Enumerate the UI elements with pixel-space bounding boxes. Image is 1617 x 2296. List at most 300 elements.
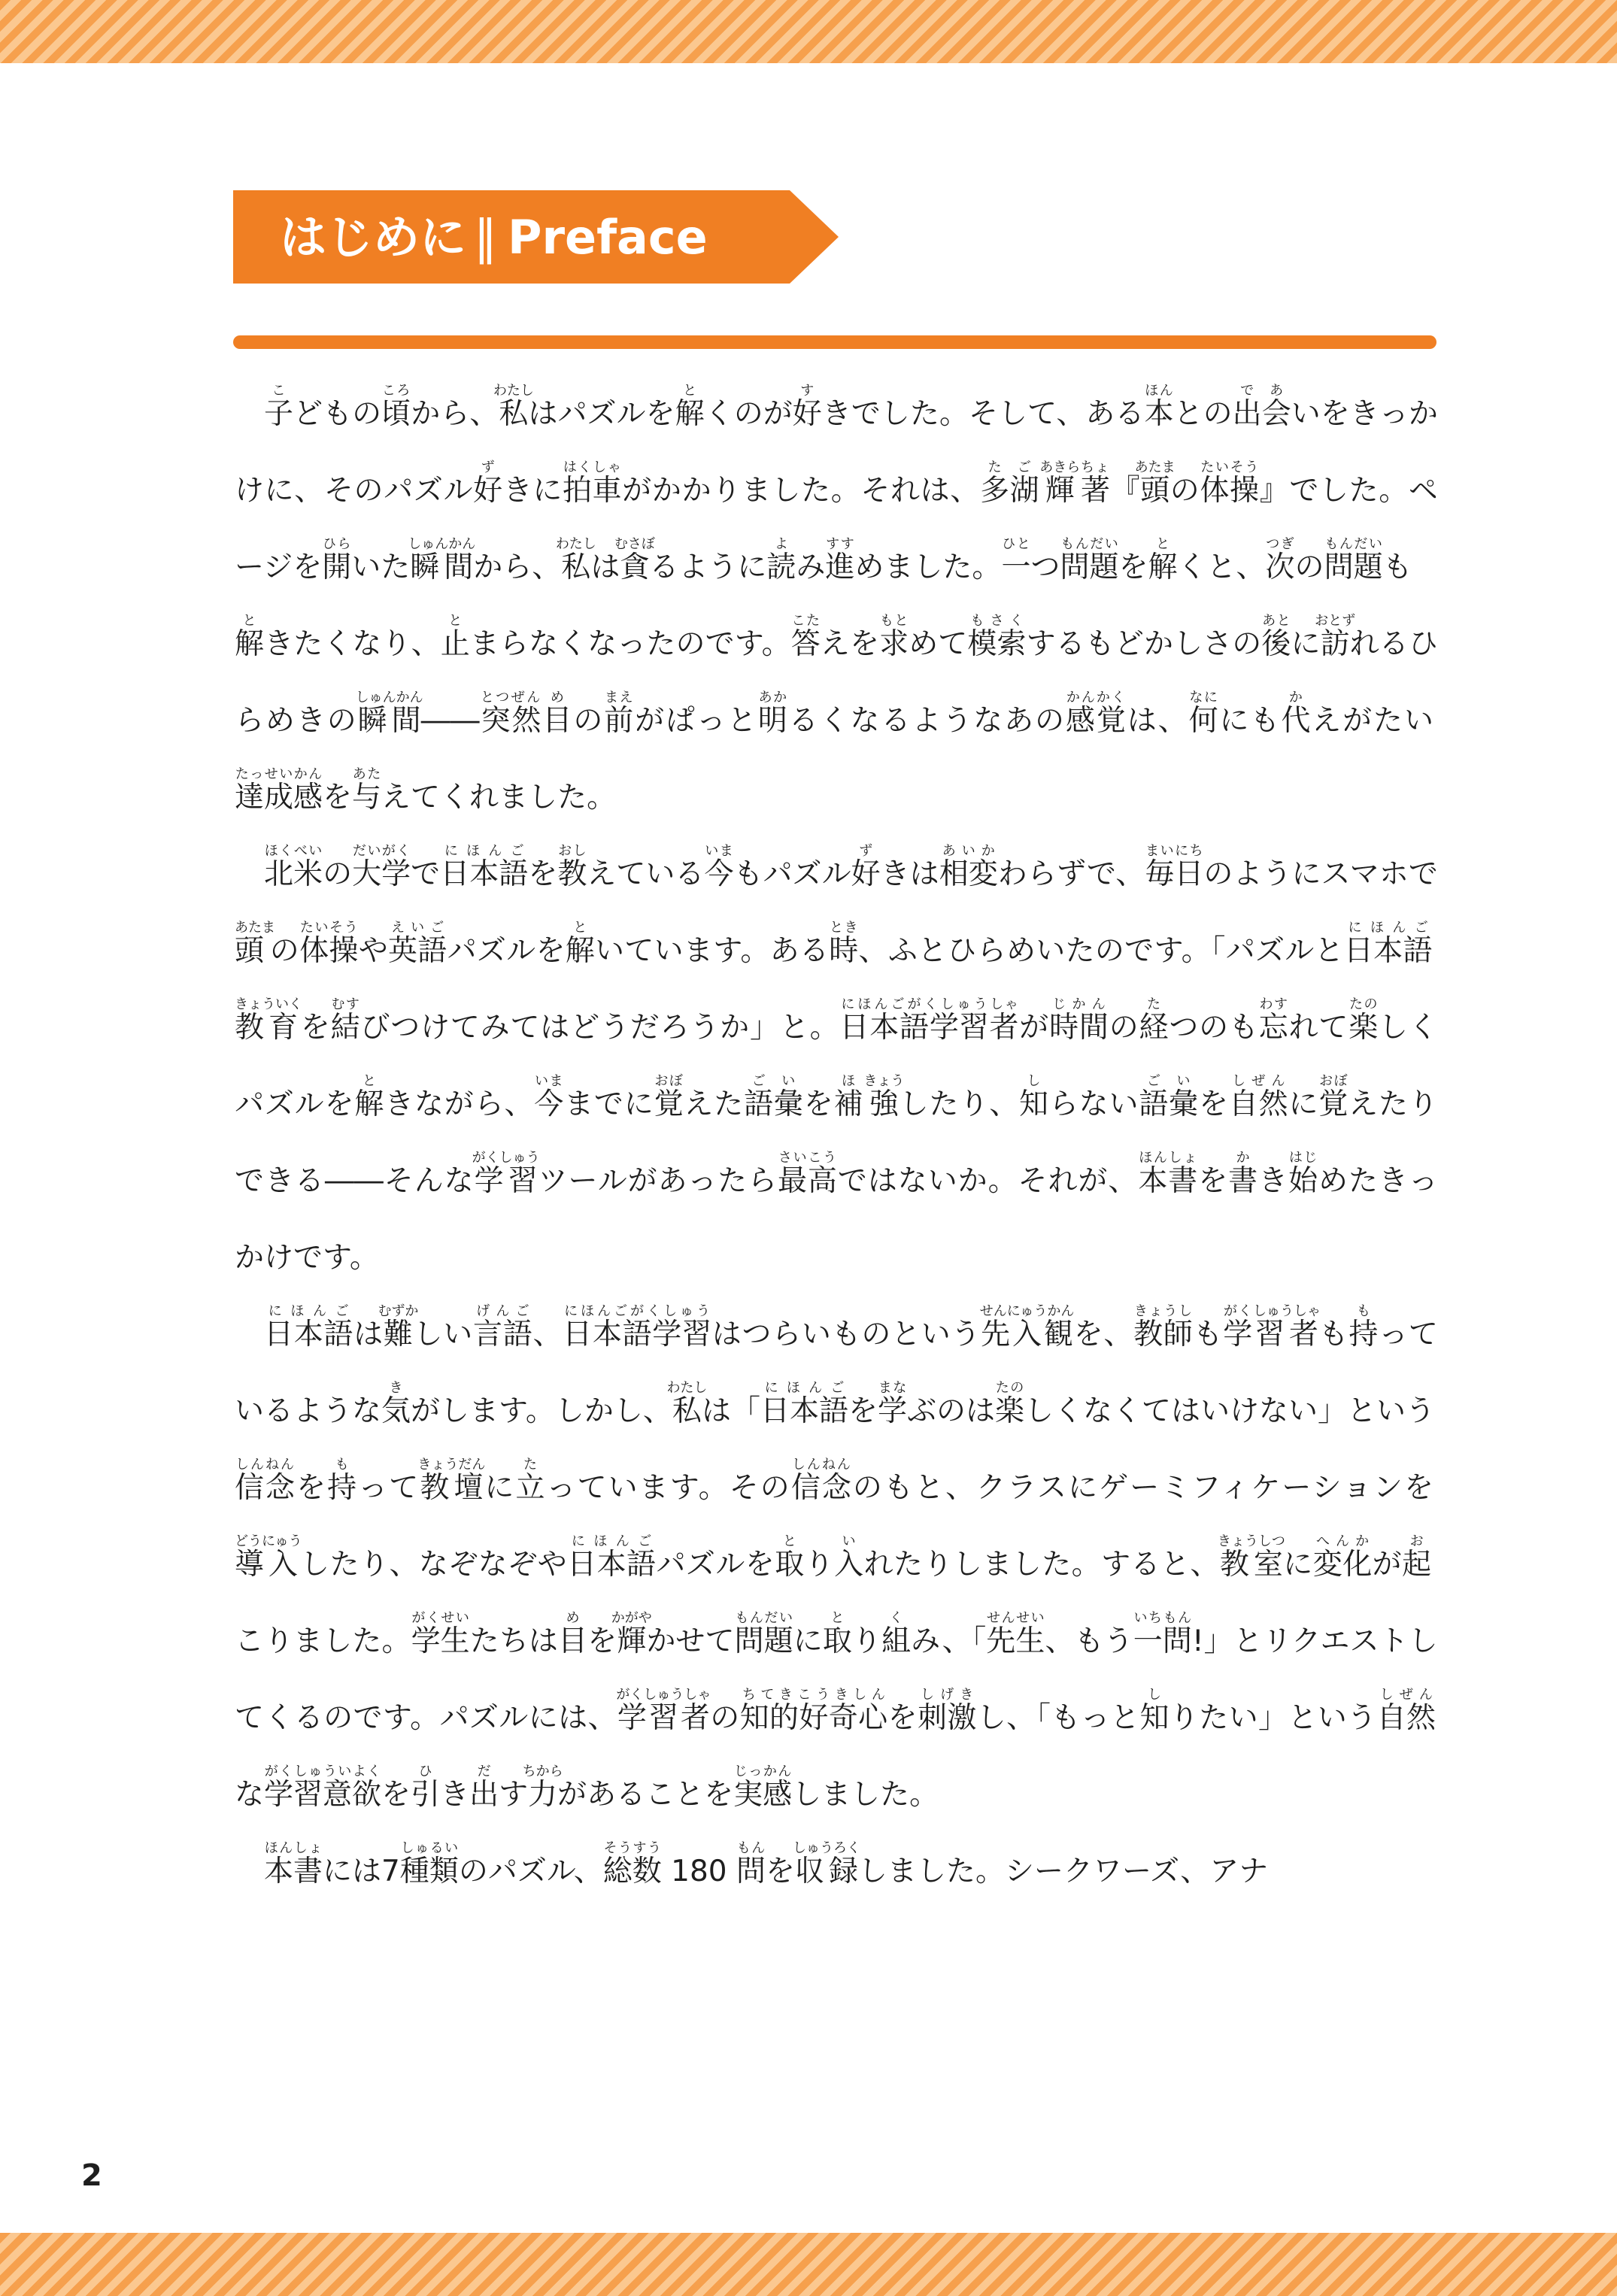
ruby-word xyxy=(1138,1150,1199,1198)
text-run: や xyxy=(358,934,388,968)
furigana: た xyxy=(515,1457,545,1473)
ruby-base: 知的好奇心 xyxy=(739,1701,888,1735)
ruby-base: 学 xyxy=(1223,1318,1253,1351)
ruby-base: 私 xyxy=(493,397,534,431)
furigana: あきら xyxy=(1039,460,1081,475)
text-run: を xyxy=(766,1855,796,1888)
text-run: の xyxy=(269,934,300,968)
furigana: よく xyxy=(352,1764,382,1779)
text-run: に xyxy=(1288,1087,1319,1121)
furigana: きょうし xyxy=(1133,1303,1193,1319)
text-run: ―― xyxy=(420,704,480,738)
ruby-word xyxy=(563,1303,712,1351)
ruby-word xyxy=(327,1457,359,1505)
ruby-base: 楽 xyxy=(995,1394,1025,1428)
ruby-base: 問題 xyxy=(1324,550,1383,584)
ruby-word xyxy=(479,690,543,738)
ruby-word xyxy=(411,1610,470,1658)
furigana: わたし xyxy=(555,536,596,552)
furigana: しゅんかん xyxy=(355,690,423,705)
text-run: を xyxy=(1199,1087,1229,1121)
furigana: じかん xyxy=(1049,996,1109,1012)
ruby-word xyxy=(1228,1073,1289,1121)
text-run: るように xyxy=(649,550,767,584)
ruby-word xyxy=(534,1073,565,1121)
text-run: で xyxy=(411,857,441,891)
ruby-word xyxy=(1217,1533,1285,1582)
ruby-word xyxy=(757,690,789,738)
furigana: しげき xyxy=(917,1687,977,1703)
text-run: を xyxy=(1198,1164,1229,1198)
ruby-base: 日本語 xyxy=(1343,934,1433,968)
furigana: おぼ xyxy=(1318,1073,1349,1089)
ruby-base: 学習意 xyxy=(264,1778,353,1812)
furigana: か xyxy=(1281,690,1311,705)
ruby-base: 出 xyxy=(469,1778,499,1812)
furigana: いま xyxy=(704,843,734,859)
ruby-base: 教 xyxy=(557,857,587,891)
text-run: ぶのは xyxy=(907,1394,996,1428)
furigana: し xyxy=(1139,1687,1170,1703)
ruby-base: 開 xyxy=(322,550,352,584)
ruby-word xyxy=(235,613,265,661)
heading-title-en: Preface xyxy=(508,210,708,265)
ruby-word xyxy=(1049,996,1109,1045)
text-run: を xyxy=(300,1011,331,1045)
ruby-word xyxy=(1376,1687,1436,1735)
ruby-base: 多湖 xyxy=(979,474,1040,508)
text-run: には7 xyxy=(323,1855,400,1888)
ruby-word xyxy=(1265,536,1295,584)
furigana: もん xyxy=(736,1840,766,1856)
ruby-word xyxy=(917,1687,977,1735)
text-run: を xyxy=(1118,550,1148,584)
furigana: わたし xyxy=(493,383,534,399)
ruby-word xyxy=(1065,690,1127,738)
text-run: いています。ある xyxy=(595,934,830,968)
text-run: し、「もっと xyxy=(976,1701,1140,1735)
text-run: から、 xyxy=(411,397,499,431)
ruby-word xyxy=(1200,460,1260,508)
furigana: ほ xyxy=(833,1073,863,1089)
ruby-word xyxy=(558,1610,588,1658)
text-run: のもと、 xyxy=(852,1471,977,1505)
ruby-word xyxy=(235,1533,302,1582)
furigana: きょうしつ xyxy=(1217,1533,1285,1549)
furigana: き xyxy=(381,1380,411,1396)
section-heading xyxy=(280,202,708,274)
text-run: を xyxy=(803,1087,834,1121)
furigana: げんご xyxy=(473,1303,532,1319)
ruby-word xyxy=(604,690,636,738)
ruby-word xyxy=(352,843,411,891)
text-run: がします。しかし、 xyxy=(411,1394,672,1428)
furigana: い xyxy=(834,1533,864,1549)
ruby-word xyxy=(235,996,302,1045)
text-run: た。 xyxy=(557,781,617,814)
ruby-word xyxy=(411,1764,441,1812)
furigana: め xyxy=(558,1610,588,1626)
ruby-base: 読 xyxy=(766,550,796,584)
ruby-base: 始 xyxy=(1288,1164,1319,1198)
ruby-word xyxy=(1349,996,1379,1045)
ruby-base: 貪 xyxy=(614,550,655,584)
furigana: とつぜん xyxy=(479,690,542,705)
ruby-word xyxy=(654,1073,684,1121)
text-run: つ xyxy=(1030,550,1060,584)
ruby-word xyxy=(473,460,503,508)
ruby-word xyxy=(734,1610,793,1658)
text-run: えを xyxy=(820,627,880,661)
text-run: が xyxy=(635,704,666,738)
text-run: れたりしました。すると、 xyxy=(863,1548,1220,1582)
ruby-base: 拍車 xyxy=(563,474,623,508)
text-run: って xyxy=(358,1471,420,1505)
ruby-word xyxy=(1133,1610,1192,1658)
text-run: クラスにゲーミフィケーションを xyxy=(976,1471,1433,1505)
text-run: きに xyxy=(502,474,563,508)
text-run: にも xyxy=(1219,704,1282,738)
furigana: とき xyxy=(829,920,859,936)
ruby-base: 組 xyxy=(881,1624,912,1658)
furigana: へんか xyxy=(1312,1533,1373,1549)
ruby-word xyxy=(322,536,352,584)
furigana: もんだい xyxy=(1324,536,1383,552)
text-run: はパズルを xyxy=(528,397,675,431)
text-run: パズルを xyxy=(447,934,566,968)
ruby-word xyxy=(1252,1303,1321,1351)
ruby-base: 学生 xyxy=(411,1624,470,1658)
ruby-word xyxy=(736,1840,766,1888)
ruby-base: 日本語 xyxy=(264,1318,354,1351)
furigana: しゅうしゃ xyxy=(1252,1303,1321,1319)
ruby-word xyxy=(733,1764,793,1812)
ruby-base: 毎日 xyxy=(1145,857,1204,891)
paragraph xyxy=(235,1833,1438,1910)
ruby-base: 私 xyxy=(666,1394,708,1428)
ruby-word xyxy=(352,766,382,814)
ruby-word xyxy=(264,383,294,431)
ruby-word xyxy=(1343,920,1433,968)
ruby-base: 頭 xyxy=(235,934,275,968)
ruby-word xyxy=(839,996,990,1045)
ruby-word xyxy=(979,1303,1075,1351)
ruby-word xyxy=(1324,536,1383,584)
ruby-word xyxy=(352,1764,382,1812)
ruby-base: 今 xyxy=(704,857,734,891)
furigana: たの xyxy=(995,1380,1025,1396)
text-run: せて xyxy=(675,1624,735,1658)
ruby-word xyxy=(1188,690,1220,738)
furigana: にほんご xyxy=(1343,920,1433,936)
ruby-word xyxy=(472,1150,540,1198)
furigana: きょういく xyxy=(235,996,302,1012)
furigana: と xyxy=(565,920,595,936)
ruby-base: 頃 xyxy=(381,397,411,431)
ruby-base: 学習 xyxy=(472,1164,540,1198)
ruby-word xyxy=(235,766,323,814)
ruby-word xyxy=(881,1610,912,1658)
ruby-word xyxy=(995,1380,1025,1428)
furigana: にほんご xyxy=(567,1533,657,1549)
text-run: しくパズルを xyxy=(235,1011,1438,1121)
ruby-word xyxy=(299,920,359,968)
text-run: したり、なぞなぞや xyxy=(299,1548,568,1582)
ruby-base: 楽 xyxy=(1349,1011,1379,1045)
ruby-base: 私 xyxy=(555,550,596,584)
furigana: きょう xyxy=(863,1073,905,1089)
text-run: までに xyxy=(564,1087,654,1121)
ruby-base: 結 xyxy=(330,1011,361,1045)
ruby-word xyxy=(1133,1303,1194,1351)
furigana: にほんご xyxy=(440,843,529,859)
furigana: ひら xyxy=(322,536,352,552)
furigana: わす xyxy=(1258,996,1288,1012)
ruby-base: 先入観 xyxy=(979,1318,1075,1351)
text-run: には、 xyxy=(528,1701,617,1735)
ruby-word xyxy=(417,1457,486,1505)
ruby-base: 言語 xyxy=(473,1318,533,1351)
furigana: ほくべい xyxy=(264,843,323,859)
text-run: との xyxy=(1173,397,1233,431)
ruby-base: 起 xyxy=(1402,1548,1432,1582)
ruby-base: 輝 xyxy=(1039,474,1081,508)
furigana: かがや xyxy=(611,1610,652,1626)
ruby-word xyxy=(1318,1073,1349,1121)
ruby-word xyxy=(1315,613,1356,661)
ruby-word xyxy=(1139,1073,1199,1121)
text-run: か xyxy=(646,1624,676,1658)
ruby-base: 自然 xyxy=(1228,1087,1289,1121)
text-run: の xyxy=(1109,1011,1139,1045)
ruby-base: 入 xyxy=(834,1548,864,1582)
furigana: どうにゅう xyxy=(235,1533,302,1549)
ruby-base: 今 xyxy=(534,1087,565,1121)
ruby-word xyxy=(440,843,529,891)
ruby-base: 止 xyxy=(440,627,470,661)
ruby-word xyxy=(834,1533,864,1582)
ruby-word xyxy=(739,1687,888,1735)
ruby-base: 感覚 xyxy=(1065,704,1127,738)
furigana: ず xyxy=(851,843,881,859)
furigana: きょうだん xyxy=(417,1457,486,1473)
text-run: み xyxy=(796,550,826,584)
text-run: を xyxy=(587,1624,617,1658)
text-run: くのが xyxy=(704,397,793,431)
text-run: っているような xyxy=(235,1318,1438,1428)
furigana: しんねん xyxy=(235,1457,296,1473)
ruby-word xyxy=(790,613,821,661)
ruby-word xyxy=(381,383,411,431)
text-run: を xyxy=(296,1471,328,1505)
ruby-base: 問 xyxy=(736,1855,766,1888)
furigana: お xyxy=(1402,1533,1432,1549)
ruby-word xyxy=(1312,1533,1373,1582)
furigana: おぼ xyxy=(654,1073,684,1089)
ruby-base: 者 xyxy=(989,1011,1020,1045)
text-run: しました。シークワーズ、アナ xyxy=(858,1855,1269,1888)
text-run: らない xyxy=(1048,1087,1139,1121)
text-run: は xyxy=(353,1318,384,1351)
furigana: ず xyxy=(473,460,503,475)
ruby-base: 教師 xyxy=(1133,1318,1194,1351)
ruby-base: 後 xyxy=(1261,627,1291,661)
ruby-word xyxy=(522,1764,563,1812)
ruby-base: 答 xyxy=(790,627,821,661)
furigana: がく xyxy=(1223,1303,1253,1319)
ruby-word xyxy=(829,920,859,968)
text-run: は、 xyxy=(1127,704,1189,738)
ruby-base: 信念 xyxy=(790,1471,853,1505)
ruby-base: 種類 xyxy=(399,1855,459,1888)
text-run: きたくなり、 xyxy=(264,627,441,661)
text-run: りたい」という xyxy=(1169,1701,1377,1735)
ruby-word xyxy=(1349,1303,1379,1351)
heading-underline-rule xyxy=(233,335,1436,349)
furigana: と xyxy=(354,1073,384,1089)
furigana: たっせいかん xyxy=(235,766,323,782)
furigana: たいそう xyxy=(299,920,359,936)
ruby-base: 語彙 xyxy=(1139,1087,1199,1121)
furigana: がくしゅうしゃ xyxy=(616,1687,711,1703)
furigana: で xyxy=(1232,383,1262,399)
text-run: っています。その xyxy=(546,1471,791,1505)
ruby-base: 教室 xyxy=(1217,1548,1285,1582)
furigana: こ xyxy=(264,383,293,399)
ruby-base: 明 xyxy=(757,704,789,738)
ruby-word xyxy=(616,1687,711,1735)
furigana: あ xyxy=(1261,383,1291,399)
text-run: から、 xyxy=(473,550,562,584)
furigana: むさぼ xyxy=(614,536,655,552)
furigana: もんだい xyxy=(1060,536,1119,552)
ruby-base: 瞬間 xyxy=(408,550,476,584)
ruby-base: 刺激 xyxy=(917,1701,977,1735)
text-run: にスマホで xyxy=(1291,857,1438,891)
text-run: も xyxy=(1193,1318,1224,1351)
ruby-word xyxy=(863,1073,905,1121)
ruby-word xyxy=(967,613,1027,661)
furigana: たご xyxy=(979,460,1039,475)
text-run: たちは xyxy=(469,1624,559,1658)
ruby-word xyxy=(330,996,361,1045)
ruby-word xyxy=(473,1303,533,1351)
ruby-base: 強 xyxy=(863,1087,905,1121)
ruby-word xyxy=(567,1533,657,1582)
furigana: がくせい xyxy=(411,1610,470,1626)
ruby-base: 時 xyxy=(829,934,859,968)
ruby-word xyxy=(408,536,476,584)
text-run: の xyxy=(1294,550,1324,584)
text-run: どもの xyxy=(293,397,382,431)
ruby-base: 好 xyxy=(792,397,822,431)
text-run: を xyxy=(528,857,558,891)
ruby-base: 解 xyxy=(354,1087,385,1121)
ruby-base: 問題 xyxy=(1060,550,1119,584)
text-run: !」とリクエストしてくるのです。パズル xyxy=(235,1624,1438,1735)
ruby-base: 一問 xyxy=(1133,1624,1192,1658)
ruby-base: 語彙 xyxy=(744,1087,804,1121)
furigana: せんせい xyxy=(986,1610,1045,1626)
ruby-base: 解 xyxy=(235,627,265,661)
text-run: 、もう xyxy=(1045,1624,1133,1658)
text-run: は xyxy=(590,550,620,584)
furigana: ひと xyxy=(1001,536,1031,552)
text-run: は「 xyxy=(701,1394,760,1428)
furigana: だいがく xyxy=(352,843,411,859)
text-run: しく xyxy=(1024,1394,1084,1428)
text-run: 』でした。ページを xyxy=(235,474,1438,584)
text-run: を xyxy=(887,1701,918,1735)
furigana: た xyxy=(1139,996,1169,1012)
text-run: まらなくなったのです。 xyxy=(469,627,791,661)
furigana: しゅんかん xyxy=(408,536,476,552)
text-run: こりました。 xyxy=(235,1624,411,1658)
text-run: の xyxy=(1170,474,1200,508)
ruby-base: 体操 xyxy=(1200,474,1260,508)
ruby-word xyxy=(515,1457,547,1505)
ruby-word xyxy=(1288,1150,1319,1198)
ruby-word xyxy=(1228,1150,1259,1198)
furigana: そうすう xyxy=(602,1840,662,1856)
ruby-base: 最高 xyxy=(777,1164,838,1198)
ruby-word xyxy=(555,536,596,584)
ruby-word xyxy=(563,460,623,508)
ruby-word xyxy=(381,1380,411,1428)
ruby-base: 難 xyxy=(378,1318,419,1351)
furigana: し xyxy=(1019,1073,1049,1089)
ruby-base: 瞬間 xyxy=(355,704,423,738)
text-run: るくなるようなあの xyxy=(788,704,1066,738)
ruby-word xyxy=(744,1073,804,1121)
text-run: の xyxy=(573,704,605,738)
ruby-word xyxy=(675,383,705,431)
text-run: り xyxy=(804,1548,835,1582)
ruby-base: 持 xyxy=(327,1471,359,1505)
furigana: あか xyxy=(757,690,787,705)
ruby-word xyxy=(354,1073,385,1121)
ruby-word xyxy=(264,1840,323,1888)
furigana: がくしゅう xyxy=(472,1150,540,1166)
ruby-word xyxy=(792,383,822,431)
ruby-word xyxy=(611,1610,652,1658)
ruby-word xyxy=(602,1840,662,1888)
ruby-base: 与 xyxy=(352,781,382,814)
text-run: れるひらめきの xyxy=(235,627,1438,738)
text-run: れて xyxy=(1288,1011,1349,1045)
ruby-word xyxy=(235,1457,297,1505)
text-run: が xyxy=(1372,1548,1403,1582)
text-run: くと、 xyxy=(1177,550,1266,584)
furigana: がくしゅうい xyxy=(264,1764,353,1779)
ruby-word xyxy=(493,383,534,431)
ruby-word xyxy=(387,920,447,968)
ruby-base: 自然 xyxy=(1376,1701,1436,1735)
page-number: 2 xyxy=(81,2158,102,2193)
ruby-word xyxy=(704,843,734,891)
ruby-base: 会 xyxy=(1261,397,1291,431)
ruby-base: 総数 xyxy=(602,1855,662,1888)
furigana: おとず xyxy=(1315,613,1356,629)
furigana: ちょ xyxy=(1080,460,1110,475)
text-run: 、ふとひらめいたの xyxy=(858,934,1125,968)
ruby-word xyxy=(777,1150,838,1198)
furigana: あた xyxy=(352,766,382,782)
furigana: はじ xyxy=(1288,1150,1318,1166)
ruby-word xyxy=(979,460,1040,508)
ruby-base: 導入 xyxy=(235,1548,302,1582)
heading-title-ja: はじめに xyxy=(280,210,467,265)
